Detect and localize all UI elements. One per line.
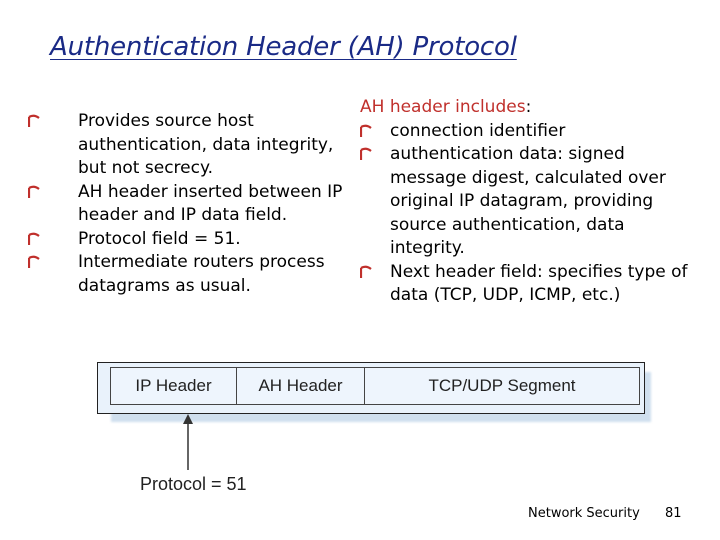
right-heading-colon: : [525,97,532,117]
list-item [360,261,700,308]
checkbox-bullet-icon [360,123,373,138]
ip-header-segment: IP Header [111,368,237,404]
list-item [360,143,700,261]
protocol-label: Protocol = 51 [140,474,247,494]
right-bullet-list [360,120,700,308]
checkbox-bullet-icon [360,264,373,279]
page-number: 81 [665,506,682,521]
right-heading-text: AH header includes [360,97,526,117]
bullet-text: Protocol field = 51. [78,228,241,249]
datagram-diagram [110,367,640,405]
bullet-text: authentication data: signed message digest, calculated over original IP datagram, providing source authentication, data integrity. [390,144,666,258]
list-item [28,181,348,228]
ah-header-segment: AH Header [237,368,365,404]
bullet-text: Provides source host authentication, data integrity, but not secrecy. [78,111,334,178]
list-item [28,251,348,298]
checkbox-bullet-icon [28,113,41,128]
list-item [28,228,348,252]
left-column [28,110,348,298]
list-item [28,110,348,181]
list-item [360,120,700,144]
checkbox-bullet-icon [28,231,41,246]
checkbox-bullet-icon [28,254,41,269]
bullet-text: connection identifier [390,120,566,141]
bullet-text: AH header inserted between IP header and IP data field. [78,181,343,225]
bullet-text: Intermediate routers process datagrams as usual. [78,252,325,296]
tcp-udp-segment: TCP/UDP Segment [428,376,576,395]
right-column [360,96,700,308]
footer-course: Network Security [528,506,640,521]
checkbox-bullet-icon [28,184,41,199]
slide-title: Authentication Header (AH) Protocol [50,32,517,62]
left-bullet-list [28,110,348,298]
bullet-text: Next header field: specifies type of data (TCP, UDP, ICMP, etc.) [390,261,688,305]
checkbox-bullet-icon [360,146,373,161]
right-heading [360,96,700,120]
